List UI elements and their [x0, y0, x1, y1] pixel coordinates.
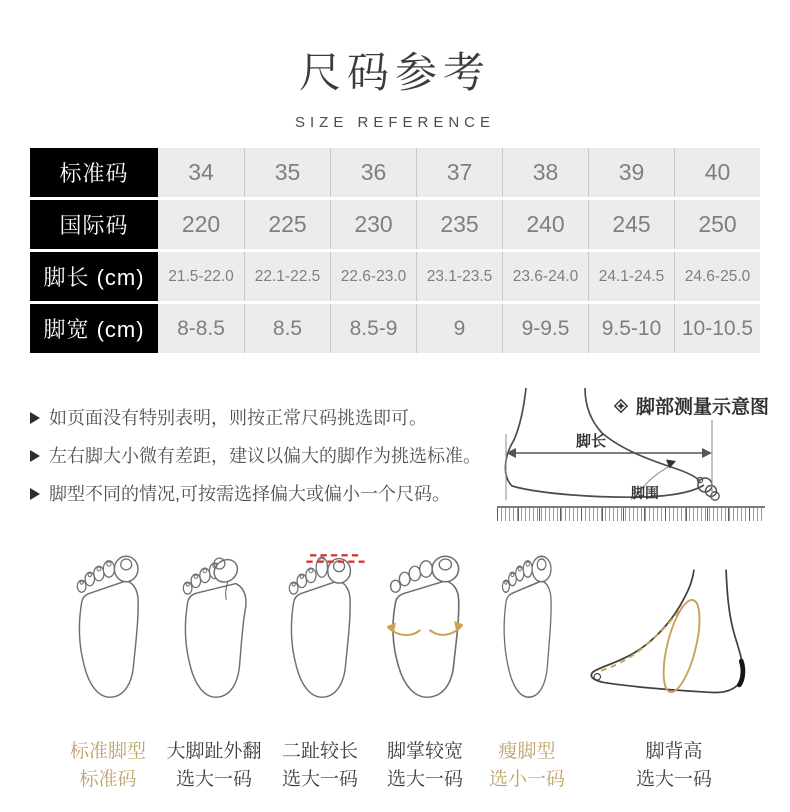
- size-cell: 9-9.5: [502, 304, 588, 353]
- size-cell: 39: [588, 148, 674, 197]
- size-cell: 22.6-23.0: [330, 252, 416, 301]
- size-cell: 9: [416, 304, 502, 353]
- slim-foot-icon: [477, 550, 577, 708]
- row-header: 脚长 (cm): [30, 252, 158, 301]
- foot-type-advice: 选大一码: [386, 769, 463, 790]
- size-cell: 225: [244, 200, 330, 249]
- foot-type-wide: [368, 550, 482, 794]
- foot-type-name: 二趾较长: [281, 741, 358, 762]
- foot-type-name: 大脚趾外翻: [166, 741, 262, 762]
- row-header: 脚宽 (cm): [30, 304, 158, 353]
- page-title: 尺码参考: [298, 49, 491, 96]
- size-cell: 9.5-10: [588, 304, 674, 353]
- note-line: [30, 444, 481, 468]
- foot-type-name: 标准脚型: [69, 741, 146, 762]
- triangle-bullet-icon: [30, 412, 40, 424]
- bunion-foot-icon: [164, 550, 264, 708]
- foot-type-label: [636, 738, 712, 794]
- size-cell: 37: [416, 148, 502, 197]
- foot-type-name: 脚背高: [645, 741, 703, 762]
- foot-type-slim: [474, 550, 580, 794]
- size-cell: 250: [674, 200, 760, 249]
- size-cell: 23.1-23.5: [416, 252, 502, 301]
- size-cell: 24.1-24.5: [588, 252, 674, 301]
- foot-girth-label: 脚围: [631, 485, 659, 501]
- foot-type-name: 脚掌较宽: [386, 741, 463, 762]
- foot-type-label: [489, 738, 565, 794]
- triangle-bullet-icon: [30, 450, 40, 462]
- foot-length-label: 脚长: [576, 433, 607, 450]
- size-table: [30, 148, 760, 353]
- fitting-notes: [30, 406, 481, 506]
- size-cell: 245: [588, 200, 674, 249]
- size-cell: 35: [244, 148, 330, 197]
- foot-type-advice: 选小一码: [488, 769, 565, 790]
- size-cell: 23.6-24.0: [502, 252, 588, 301]
- size-cell: 8.5-9: [330, 304, 416, 353]
- page-subtitle: SIZE REFERENCE: [294, 114, 496, 131]
- page-header: [0, 40, 790, 131]
- foot-type-label: [282, 738, 358, 794]
- foot-type-label: [70, 738, 146, 794]
- size-cell: 34: [158, 148, 244, 197]
- size-cell: 235: [416, 200, 502, 249]
- size-cell: 21.5-22.0: [158, 252, 244, 301]
- measure-diagram-title-text: 脚部测量示意图: [636, 397, 770, 418]
- size-cell: 24.6-25.0: [674, 252, 760, 301]
- foot-type-advice: 选大一码: [175, 769, 252, 790]
- foot-type-advice: 标准码: [79, 769, 137, 790]
- size-cell: 240: [502, 200, 588, 249]
- foot-type-advice: 选大一码: [281, 769, 358, 790]
- ruler-graphic: [497, 506, 765, 521]
- row-header: 国际码: [30, 200, 158, 249]
- standard-foot-icon: [58, 550, 158, 708]
- size-cell: 38: [502, 148, 588, 197]
- foot-type-label: [166, 738, 261, 794]
- foot-type-high-instep: [578, 550, 770, 794]
- size-cell: 22.1-22.5: [244, 252, 330, 301]
- size-cell: 8-8.5: [158, 304, 244, 353]
- size-cell: 220: [158, 200, 244, 249]
- triangle-bullet-icon: [30, 488, 40, 500]
- foot-measure-diagram: [488, 388, 768, 506]
- note-text: 左右脚大小微有差距，建议以偏大的脚作为挑选标准。: [49, 446, 481, 466]
- row-header: 标准码: [30, 148, 158, 197]
- note-line: [30, 482, 481, 506]
- note-line: [30, 406, 481, 430]
- foot-type-advice: 选大一码: [635, 769, 712, 790]
- size-cell: 40: [674, 148, 760, 197]
- long-second-toe-foot-icon: [270, 550, 370, 708]
- size-cell: 8.5: [244, 304, 330, 353]
- size-cell: 230: [330, 200, 416, 249]
- wide-foot-icon: [375, 550, 475, 708]
- high-instep-foot-icon: [584, 568, 764, 706]
- foot-type-name: 瘦脚型: [498, 741, 556, 762]
- size-cell: 10-10.5: [674, 304, 760, 353]
- note-text: 脚型不同的情况,可按需选择偏大或偏小一个尺码。: [49, 484, 450, 504]
- foot-type-label: [387, 738, 463, 794]
- note-text: 如页面没有特别表明，则按正常尺码挑选即可。: [49, 408, 427, 428]
- size-cell: 36: [330, 148, 416, 197]
- foot-type-long-second-toe: [264, 550, 376, 794]
- foot-type-standard: [52, 550, 164, 794]
- foot-type-bunion: [158, 550, 270, 794]
